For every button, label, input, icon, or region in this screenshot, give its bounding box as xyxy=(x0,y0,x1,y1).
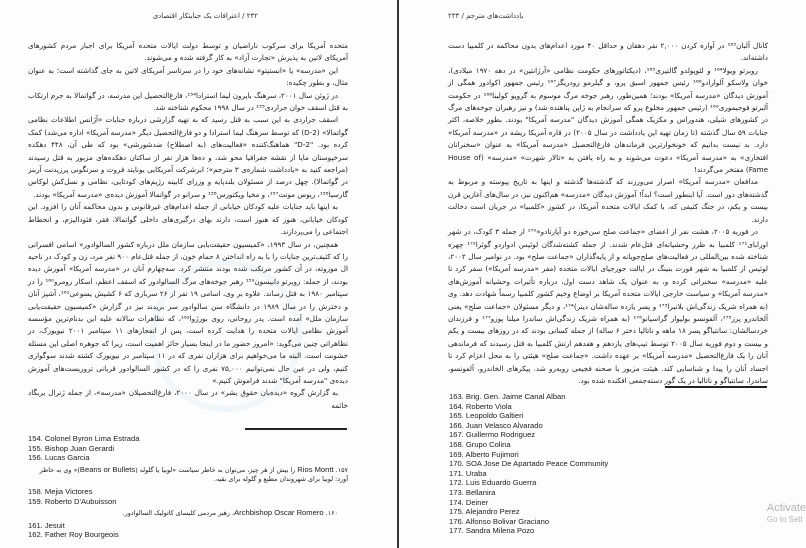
footnote: 156. Lucas Garcia xyxy=(28,453,90,463)
footnote-latin: Archbishop Oscar Romero xyxy=(234,508,324,518)
footnote: 159. Roberto D'Aubuisson xyxy=(28,496,117,506)
footnote: 164. Roberto Viola xyxy=(449,401,512,411)
footnote-number: ۱۶۰. xyxy=(325,509,338,518)
footnote: 177. Sandra Milena Pozo xyxy=(449,526,535,536)
footnote-number: ۱۵۷. xyxy=(335,465,348,474)
right-footnotes xyxy=(449,392,749,536)
footnote: 162. Father Roy Bourgeois xyxy=(28,530,119,540)
watermark-line-1: Activate xyxy=(766,502,806,514)
footnote-latin: Rios Montt xyxy=(297,464,334,474)
right-page xyxy=(400,0,806,548)
paragraph: در فوریه ۲۰۰۵، هشت نفر از اعضای «جماعت صلح سن‌خوزه دو آپارتادو»¹⁷⁰ از جمله ۳ کودک، در شهر اورابای¹⁷¹ کلمبیا به طرز وحشیانه‌ای قتل‌عام شدند. از جمله کشته‌شدگان لوئیس ادواردو گوئرا¹⁷² چهره شناخته شده بین‌المللی در فعالیت‌های صلح‌جویانه و از پایه‌گذاران «جماعت صلح» بود. در نوامبر سال ۲۰۰۲، لوئیس از کلمبیا به شهر فورت بنینگ در ایالت جورجیای ایالات متحده (مقر «مدرسه آمریکا») سفر کرد تا علیه «مدرسه» سخنرانی کرده و، به عنوان یک شاهد دست اول، درباره تأثیرات وحشیانه آموزش‌های «مدرسه آمریکا» و سیاست خارجی ایالات متحده آمریکا بر اوضاع وخیم کشور کلمبیا رسماً شهادت دهد. وی (به همراه شریک زندگی‌اش بلانیرا¹⁷³ و پسر یازده ساله‌شان دینر)¹⁷⁴، و دیگر مسئولان «جماعت صلح» یعنی آلخاندرو پرز¹⁷⁵، آلفونسو بولیوار گراسیانو¹⁷⁶ (به همراه شریک زندگی‌اش ساندرا میلنا پوزو¹⁷⁷ و فرزندان خردسالشان: سانتیاگو پسر ۱۸ ماهه و ناتالیا دختر ۶ ساله) از جمله کسانی بودند که در روزهای بیست و یکم و بیست و دوم فوریه سال ۲۰۰۵ توسط تیپ‌های یازدهم و هفدهم ارتش کلمبیا به قتل رسیدند که فرماندهی آنان را یک فارغ‌التحصیل «مدرسه آمریکا» بر عهده داشت. «جماعت صلح» هیئتی را به محل اعزام کرد تا اجساد آنان را پیدا و شناسایی کند. هیئت مزبور با صحنه فجیعی روبه‌رو شد. پیکرهای الخاندرو، آلفونسو، ساندرا، سانتیاگو و ناتالیا در یک گور دسته‌جمعی افکنده شده بود. xyxy=(448,227,768,385)
paragraph: به اینها باید جنایات علیه کودکان خیابانی از جمله اعدام‌های غیرقانونی و بدون محاکمه آنان را افزود. این کودکان خیابانی، هنوز که هنوز است، دارند بهای درگیری‌های داخلی گواتمالا، فقر، فئودالیزم، و انحطاط اجتماعی را می‌پردازند. xyxy=(28,202,348,237)
activate-windows-watermark xyxy=(767,502,806,525)
paragraph: متحده آمریکا برای سرکوب ناراضیان و توسط دولت ایالات متحده آمریکا برای اجبار مردم کشورهای آمریکای لاتین به پذیرش «تجارت آزاد» به کار گرفته شده و می‌شوند. xyxy=(28,41,348,63)
footnote-text: ، رهبر مردمی کلیسای کاتولیک السالوادور. xyxy=(122,509,235,518)
footnote-text: را بیش از هر چیز، می‌توان به خاطر سیاست «لوبیا یا گلوله ( xyxy=(135,465,298,474)
footnote-text: )» وی به خاطر آورد: لوبیا برای شهروندان مطیع و گلوله برای بقیه. xyxy=(39,465,348,484)
footnote xyxy=(28,465,348,485)
footnote: 161. Jesuit xyxy=(28,520,65,530)
right-page-body xyxy=(448,40,768,387)
footnote: 168. Grupo Colina xyxy=(449,439,511,449)
paragraph: اسقف جراردی به این سبب به قتل رسید که به تهیه گزارشی درباره جنایات «آژانس اطلاعات نظامی گواتمالا» (D-2) که توسط سرهنگ لیما استرادا و دو فارغ‌التحصیل دیگر «مدرسه آمریکا» اداره می‌شد) کمک کرده بود. "D-2" هماهنگ‌کننده «فعالیت‌های (به اصطلاح) ضدشورشی» بود که طی آن، ۴۴۸ دهکده سرخپوستان مایا از نقشه جغرافیا محو شد، و ده‌ها هزار نفر از ساکنان دهکده‌های مزبور به قتل رسیدند (مراجعه کنید به «یادداشت شماره‌ی ۳ مترجم»؛ ابرشرکت آمریکایی یونایتد فروت و سرنگونی پرزیدنت آربنز در گواتمالا). چهل درصد از مسئولان بلندپایه و وزرای کابینه رژیم‌های کودتایی، نظامی و نسل‌کش لوکاس گارسیا¹⁵⁶، ریوس مونت¹⁵⁷، و مخیا ویکتورس¹⁵⁸ و سرانو در گواتمالا آموزش دیده‌ی «مدرسه آمریکا» بودند. xyxy=(28,115,348,199)
paragraph: به گزارش گروه «دیده‌بان حقوق بشر» در سال ۲۰۰۰، فارغ‌التحصیلان «مدرسه»، از جمله ژنرال بریگاد خائمه xyxy=(28,388,348,410)
right-page-header: یادداشت‌های مترجم / ۲۳۳ xyxy=(448,12,524,20)
footnote: 158. Mejia Victores xyxy=(28,486,93,496)
footnote: 163. Brig. Gen. Jaime Canal Alban xyxy=(449,392,566,401)
left-footnotes xyxy=(28,434,348,540)
paragraph: کانال آلبان¹⁶³ در آواره کردن ۲,۰۰۰ نفر دهقان و حداقل ۴۰ مورد اعدام‌های بدون محاکمه در کلمبیا دست داشته‌اند. xyxy=(448,41,768,63)
footnote: 173. Bellanira xyxy=(449,487,496,497)
paragraph: مدافعان «مدرسه آمریکا» اصرار می‌ورزند که گذشته‌ها گذشته و اینها به تاریخ پیوسته و مربوط به گذشته‌های دور است. آیا اینطور است؟ ابداً! آموزش دیدگان «مدرسه» هم‌اکنون نیز، در سال‌های آغازین قرن بیست و یکم، در جنگ کثیفی که، با کمک ایالات متحده آمریکا، در کشور «کلمبیا» در جریان است دخالت دارند. xyxy=(448,177,768,224)
footnote: 175. Alejandro Perez xyxy=(449,507,520,517)
left-page-header: ۲۳۲ / اعترافات یک جنایتکار اقتصادی xyxy=(152,12,258,20)
left-page-body xyxy=(28,40,348,412)
footnote: 174. Deiner xyxy=(449,497,489,507)
footnote: 154. Colonel Byron Lima Estrada xyxy=(28,434,140,443)
paragraph: روبرتو ویولا¹⁶⁴ و لئوپولدو گالتیری¹⁶⁵، (دیکتاتورهای حکومت نظامی «آرژانتین» در دهه ۱۹۷۰ میلادی)، خوان ولاسکو آلوارادو¹⁶⁶ رئیس جمهور اسبق پرو، و گیلرمو رودریگز¹⁶⁷ رئیس جمهور اکوادور همگی از آموزش دیدگان «مدرسه آمریکا» بودند؛ همین‌طور، رهبر جوخه مرگ موسوم به گروپو کولینا¹⁶⁸ در حکومت آلبرتو فوجیموری¹⁶⁹ (رئیس جمهور مخلوع پرو که سرانجام به ژاپن پناهنده شد) و نیز رهبران جوخه‌های مرگ در کشورهای شیلی، هندوراس و مکزیک همگی آموزش دیدگان "مدرسه آمریکا" بودند. بطور خلاصه، اکثر جنایات ۵۹ سال گذشته (تا زمان تهیه این یادداشت در سال ۲۰۰۵) در قاره آمریکا ریشه در «مدرسه آمریکا» دارد. بد نیست بدانیم که خونخوارترین فرماندهان فارغ‌التحصیل «مدرسه آمریکا» به عنوان «سخنرانان افتخاری» به «مدرسه آمریکا» دعوت می‌شوند و به راه یافتن به «تالار شهرت» «مدرسه» (House of Fame) مفتخر می‌گردند! xyxy=(448,65,769,175)
footnote-separator xyxy=(665,386,767,388)
footnote xyxy=(28,508,348,519)
paragraph: این «مدرسه» یا «انستیتو» نشانه‌های خود را در سرتاسر آمریکای لاتین به جای گذاشته است؛ به عنوان مثال، و بطور چکیده: xyxy=(28,65,348,88)
paragraph: همچنین، در سال ۱۹۹۳، «کمیسیون حقیقت‌یابی سازمان ملل درباره کشور السالوادور» اسامی افسرانی را که کثیف‌ترین جنایات را با به راه انداختن ۸ حمام خون، از جمله قتل‌عام ۹۰۰ نفر مرد، زن و کودک در ناحیه ال موزوته، در آن کشور مرتکب شده بودند منتشر کرد. سه‌چهارم آنان در «مدرسه آمریکا» آموزش دیده بودند، از جمله: روبرتو دابیسون¹⁵⁹ رهبر جوخه‌های مرگ السالوادور که اسقف اعظم، اسکار رومرو¹⁶⁰ را در سپتامبر ۱۹۸۰ به قتل رساند. علاوه بر وی، اسامی ۱۹ نفر از ۲۶ سربازی که ۶ کشیش یسوعی¹⁶¹، آشپز آنان و دخترش را در سال ۱۹۸۹ در دانشگاه سن سالوادور سر بریدند نیز در گزارش «کمیسیون حقیقت‌یابی سازمان ملل» آمده است. پدر روحانی، روی بورژوا¹⁶²، که تظاهرات سالانه علیه این بدنام‌ترین مؤسسه آموزش نظامی ایالات متحده را هدایت کرده است، پس از انفجارهای ۱۱ سپتامبر ۲۰۰۱ نیویورک، در تظاهراتی چنین می‌گوید: «امروز حضور ما در اینجا بسیار حائز اهمیت است، زیرا که جوهره اصلی این مسئله خشونت است. البته ما می‌خواهیم برای هزاران نفری که در ۱۱ سپتامبر در نیویورک کشته شدند سوگواری کنیم، ولی در عین حال نمی‌توانیم ۷۵,۰۰۰ نفری را که در کشور السالوادور قربانی تروریست‌های آموزش دیده‌ی "مدرسه آمریکا" شدند فراموش کنیم.» xyxy=(27,239,349,385)
footnote: 172. Luis Eduardo Guerra xyxy=(449,478,537,488)
footnote: 167. Guillermo Rodriguez xyxy=(449,430,536,440)
footnote: 170. SOA Jose De Apartado Peace Community xyxy=(449,459,609,469)
paragraph: در ژوئن سال ۲۰۰۱، سرهنگ بایرون لیما استرادا¹⁵⁴، فارغ‌التحصیل این مدرسه، در گواتمالا به جرم ارتکاب به قتل اسقف خوان جراردی¹⁵⁵ در سال ۱۹۹۸ محکوم شناخته شد. xyxy=(28,90,348,113)
footnote-separator xyxy=(245,428,347,430)
page-divider xyxy=(397,0,399,548)
watermark-line-2: Go to Sett xyxy=(766,515,803,524)
footnote: 165. Leopoldo Galtieri xyxy=(449,411,524,421)
footnote-latin: Beans or Bullets xyxy=(79,464,136,474)
footnote: 166. Juan Velasco Alvarado xyxy=(449,420,543,430)
footnote: 169. Alberto Fujimori xyxy=(449,449,519,459)
left-page xyxy=(0,0,398,548)
footnote: 155. Bishop Juan Gerardi xyxy=(28,443,115,453)
footnote: 176. Alfonso Bolivar Graciano xyxy=(449,516,550,526)
footnote: 171. Uraba xyxy=(449,468,487,478)
